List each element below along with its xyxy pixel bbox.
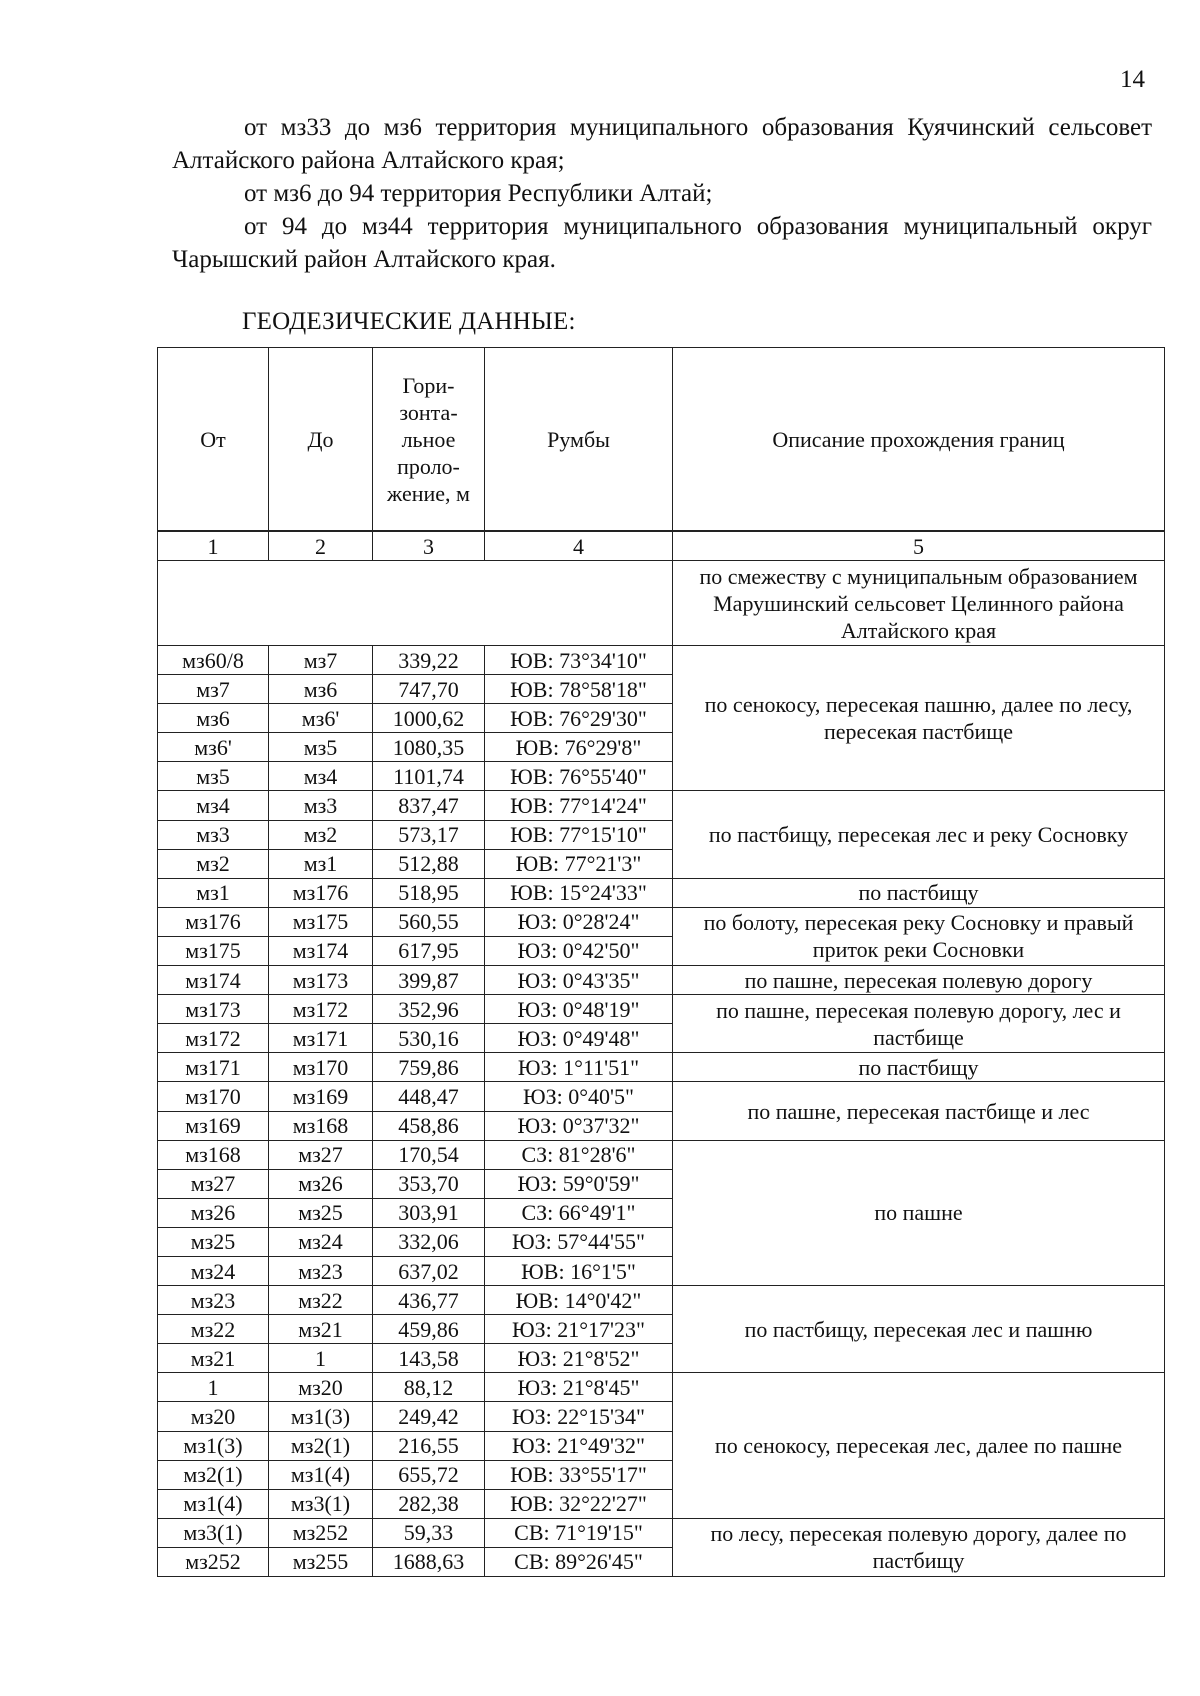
column-number: 3 <box>373 532 485 561</box>
bearing-cell: ЮЗ: 0°28'24" <box>485 907 673 936</box>
distance-cell: 617,95 <box>373 936 485 965</box>
bearing-cell: ЮВ: 76°55'40" <box>485 762 673 791</box>
to-cell: мз6' <box>269 704 373 733</box>
bearing-cell: ЮЗ: 59°0'59" <box>485 1169 673 1198</box>
from-cell: мз23 <box>158 1286 269 1315</box>
description-cell: по сенокосу, пересекая лес, далее по пашне <box>673 1373 1165 1518</box>
to-cell: мз4 <box>269 762 373 791</box>
header-bearing: Румбы <box>485 348 673 531</box>
from-cell: мз22 <box>158 1315 269 1344</box>
from-cell: мз25 <box>158 1227 269 1256</box>
from-cell: мз3(1) <box>158 1518 269 1547</box>
distance-cell: 282,38 <box>373 1489 485 1518</box>
to-cell: мз20 <box>269 1373 373 1402</box>
bearing-cell: ЮЗ: 57°44'55" <box>485 1227 673 1256</box>
to-cell: мз23 <box>269 1256 373 1285</box>
from-cell: мз174 <box>158 966 269 995</box>
distance-cell: 747,70 <box>373 675 485 704</box>
to-cell: мз171 <box>269 1024 373 1053</box>
bearing-cell: ЮВ: 15°24'33" <box>485 878 673 907</box>
distance-cell: 88,12 <box>373 1373 485 1402</box>
from-cell: мз27 <box>158 1169 269 1198</box>
column-number: 5 <box>673 532 1165 561</box>
table-row <box>158 1082 1165 1111</box>
bearing-cell: ЮВ: 78°58'18" <box>485 675 673 704</box>
header-description: Описание прохождения границ <box>673 348 1165 531</box>
distance-cell: 637,02 <box>373 1256 485 1285</box>
header-from: От <box>158 348 269 531</box>
table-row <box>158 1140 1165 1169</box>
description-cell: по пастбищу, пересекая лес и пашню <box>673 1286 1165 1373</box>
description-cell: по пастбищу <box>673 1053 1165 1082</box>
bearing-cell: СЗ: 66°49'1" <box>485 1198 673 1227</box>
table-row <box>158 791 1165 820</box>
to-cell: мз2(1) <box>269 1431 373 1460</box>
header-distance: Гори- зонта- льное проло- жение, м <box>373 348 485 531</box>
from-cell: мз173 <box>158 995 269 1024</box>
bearing-cell: ЮВ: 76°29'8" <box>485 733 673 762</box>
bearing-cell: ЮЗ: 0°48'19" <box>485 995 673 1024</box>
table-row <box>158 907 1165 936</box>
paragraph-2: от мз6 до 94 территория Республики Алтай; <box>244 180 713 207</box>
distance-cell: 353,70 <box>373 1169 485 1198</box>
table-row <box>158 995 1165 1024</box>
to-cell: мз3 <box>269 791 373 820</box>
from-cell: мз3 <box>158 820 269 849</box>
distance-cell: 339,22 <box>373 646 485 675</box>
paragraph-1: от мз33 до мз6 территория муниципального образования Куячинский сельсовет Алтайского района Алтайского края; <box>172 114 1152 174</box>
distance-cell: 518,95 <box>373 878 485 907</box>
bearing-cell: ЮЗ: 21°8'52" <box>485 1344 673 1373</box>
bearing-cell: ЮВ: 77°14'24" <box>485 791 673 820</box>
from-cell: мз7 <box>158 675 269 704</box>
bearing-cell: ЮВ: 77°15'10" <box>485 820 673 849</box>
bearing-cell: ЮВ: 16°1'5" <box>485 1256 673 1285</box>
distance-cell: 655,72 <box>373 1460 485 1489</box>
bearing-cell: СЗ: 81°28'6" <box>485 1140 673 1169</box>
table-row <box>158 1053 1165 1082</box>
description-cell: по пашне, пересекая пастбище и лес <box>673 1082 1165 1140</box>
from-cell: мз1(3) <box>158 1431 269 1460</box>
from-cell: мз5 <box>158 762 269 791</box>
to-cell: мз21 <box>269 1315 373 1344</box>
bearing-cell: ЮВ: 73°34'10" <box>485 646 673 675</box>
bearing-cell: ЮЗ: 21°49'32" <box>485 1431 673 1460</box>
from-cell: мз21 <box>158 1344 269 1373</box>
geodetic-data-table <box>157 347 1165 1577</box>
from-cell: мз60/8 <box>158 646 269 675</box>
column-number: 4 <box>485 532 673 561</box>
column-number-row <box>158 532 1165 561</box>
table-row <box>158 966 1165 995</box>
bearing-cell: ЮЗ: 1°11'51" <box>485 1053 673 1082</box>
distance-cell: 458,86 <box>373 1111 485 1140</box>
bearing-cell: ЮВ: 33°55'17" <box>485 1460 673 1489</box>
to-cell: мз27 <box>269 1140 373 1169</box>
to-cell: мз168 <box>269 1111 373 1140</box>
bearing-cell: ЮЗ: 21°17'23" <box>485 1315 673 1344</box>
from-cell: мз6' <box>158 733 269 762</box>
distance-cell: 560,55 <box>373 907 485 936</box>
distance-cell: 512,88 <box>373 849 485 878</box>
distance-cell: 249,42 <box>373 1402 485 1431</box>
adjacency-note: по смежеству с муниципальным образованием Марушинский сельсовет Целинного района Алтайского края <box>673 561 1165 646</box>
description-cell: по пастбищу, пересекая лес и реку Сосновку <box>673 791 1165 878</box>
to-cell: мз1(3) <box>269 1402 373 1431</box>
to-cell: мз2 <box>269 820 373 849</box>
description-cell: по пашне, пересекая полевую дорогу, лес и пастбище <box>673 995 1165 1053</box>
table-row <box>158 1286 1165 1315</box>
from-cell: мз170 <box>158 1082 269 1111</box>
to-cell: мз172 <box>269 995 373 1024</box>
from-cell: 1 <box>158 1373 269 1402</box>
distance-cell: 332,06 <box>373 1227 485 1256</box>
from-cell: мз172 <box>158 1024 269 1053</box>
to-cell: мз176 <box>269 878 373 907</box>
bearing-cell: ЮЗ: 0°49'48" <box>485 1024 673 1053</box>
table-row <box>158 1373 1165 1402</box>
header-to: До <box>269 348 373 531</box>
column-number: 1 <box>158 532 269 561</box>
distance-cell: 1688,63 <box>373 1547 485 1576</box>
distance-cell: 1101,74 <box>373 762 485 791</box>
to-cell: 1 <box>269 1344 373 1373</box>
distance-cell: 573,17 <box>373 820 485 849</box>
page-number: 14 <box>1120 66 1145 93</box>
bearing-cell: ЮВ: 77°21'3" <box>485 849 673 878</box>
to-cell: мз173 <box>269 966 373 995</box>
from-cell: мз6 <box>158 704 269 733</box>
distance-cell: 459,86 <box>373 1315 485 1344</box>
to-cell: мз24 <box>269 1227 373 1256</box>
to-cell: мз5 <box>269 733 373 762</box>
bearing-cell: ЮВ: 32°22'27" <box>485 1489 673 1518</box>
from-cell: мз175 <box>158 936 269 965</box>
description-cell: по лесу, пересекая полевую дорогу, далее по пастбищу <box>673 1518 1165 1576</box>
bearing-cell: ЮВ: 76°29'30" <box>485 704 673 733</box>
table-row <box>158 646 1165 675</box>
distance-cell: 303,91 <box>373 1198 485 1227</box>
from-cell: мз169 <box>158 1111 269 1140</box>
to-cell: мз255 <box>269 1547 373 1576</box>
from-cell: мз26 <box>158 1198 269 1227</box>
bearing-cell: ЮЗ: 0°42'50" <box>485 936 673 965</box>
to-cell: мз26 <box>269 1169 373 1198</box>
bearing-cell: ЮЗ: 0°40'5" <box>485 1082 673 1111</box>
from-cell: мз4 <box>158 791 269 820</box>
adjacency-row <box>158 561 1165 646</box>
from-cell: мз2(1) <box>158 1460 269 1489</box>
from-cell: мз171 <box>158 1053 269 1082</box>
distance-cell: 143,58 <box>373 1344 485 1373</box>
bearing-cell: ЮЗ: 0°37'32" <box>485 1111 673 1140</box>
bearing-cell: ЮЗ: 0°43'35" <box>485 966 673 995</box>
distance-cell: 530,16 <box>373 1024 485 1053</box>
distance-cell: 1000,62 <box>373 704 485 733</box>
description-cell: по пашне, пересекая полевую дорогу <box>673 966 1165 995</box>
from-cell: мз2 <box>158 849 269 878</box>
to-cell: мз170 <box>269 1053 373 1082</box>
from-cell: мз176 <box>158 907 269 936</box>
distance-cell: 436,77 <box>373 1286 485 1315</box>
from-cell: мз252 <box>158 1547 269 1576</box>
table-header-row <box>158 348 1165 531</box>
to-cell: мз6 <box>269 675 373 704</box>
description-cell: по пастбищу <box>673 878 1165 907</box>
to-cell: мз1(4) <box>269 1460 373 1489</box>
distance-cell: 1080,35 <box>373 733 485 762</box>
from-cell: мз1 <box>158 878 269 907</box>
description-cell: по сенокосу, пересекая пашню, далее по лесу, пересекая пастбище <box>673 646 1165 791</box>
description-cell: по болоту, пересекая реку Сосновку и правый приток реки Сосновки <box>673 907 1165 965</box>
to-cell: мз7 <box>269 646 373 675</box>
to-cell: мз174 <box>269 936 373 965</box>
to-cell: мз25 <box>269 1198 373 1227</box>
to-cell: мз1 <box>269 849 373 878</box>
to-cell: мз3(1) <box>269 1489 373 1518</box>
to-cell: мз169 <box>269 1082 373 1111</box>
to-cell: мз252 <box>269 1518 373 1547</box>
bearing-cell: СВ: 71°19'15" <box>485 1518 673 1547</box>
bearing-cell: ЮЗ: 21°8'45" <box>485 1373 673 1402</box>
distance-cell: 837,47 <box>373 791 485 820</box>
distance-cell: 352,96 <box>373 995 485 1024</box>
to-cell: мз22 <box>269 1286 373 1315</box>
paragraph-3: от 94 до мз44 территория муниципального образования муниципальный округ Чарышский район Алтайского края. <box>172 213 1152 273</box>
from-cell: мз24 <box>158 1256 269 1285</box>
description-cell: по пашне <box>673 1140 1165 1285</box>
distance-cell: 216,55 <box>373 1431 485 1460</box>
bearing-cell: ЮЗ: 22°15'34" <box>485 1402 673 1431</box>
from-cell: мз1(4) <box>158 1489 269 1518</box>
bearing-cell: СВ: 89°26'45" <box>485 1547 673 1576</box>
to-cell: мз175 <box>269 907 373 936</box>
column-number: 2 <box>269 532 373 561</box>
distance-cell: 399,87 <box>373 966 485 995</box>
from-cell: мз168 <box>158 1140 269 1169</box>
distance-cell: 59,33 <box>373 1518 485 1547</box>
from-cell: мз20 <box>158 1402 269 1431</box>
table-row <box>158 878 1165 907</box>
table-row <box>158 1518 1165 1547</box>
distance-cell: 448,47 <box>373 1082 485 1111</box>
distance-cell: 759,86 <box>373 1053 485 1082</box>
bearing-cell: ЮВ: 14°0'42" <box>485 1286 673 1315</box>
distance-cell: 170,54 <box>373 1140 485 1169</box>
section-title: ГЕОДЕЗИЧЕСКИЕ ДАННЫЕ: <box>242 308 576 335</box>
